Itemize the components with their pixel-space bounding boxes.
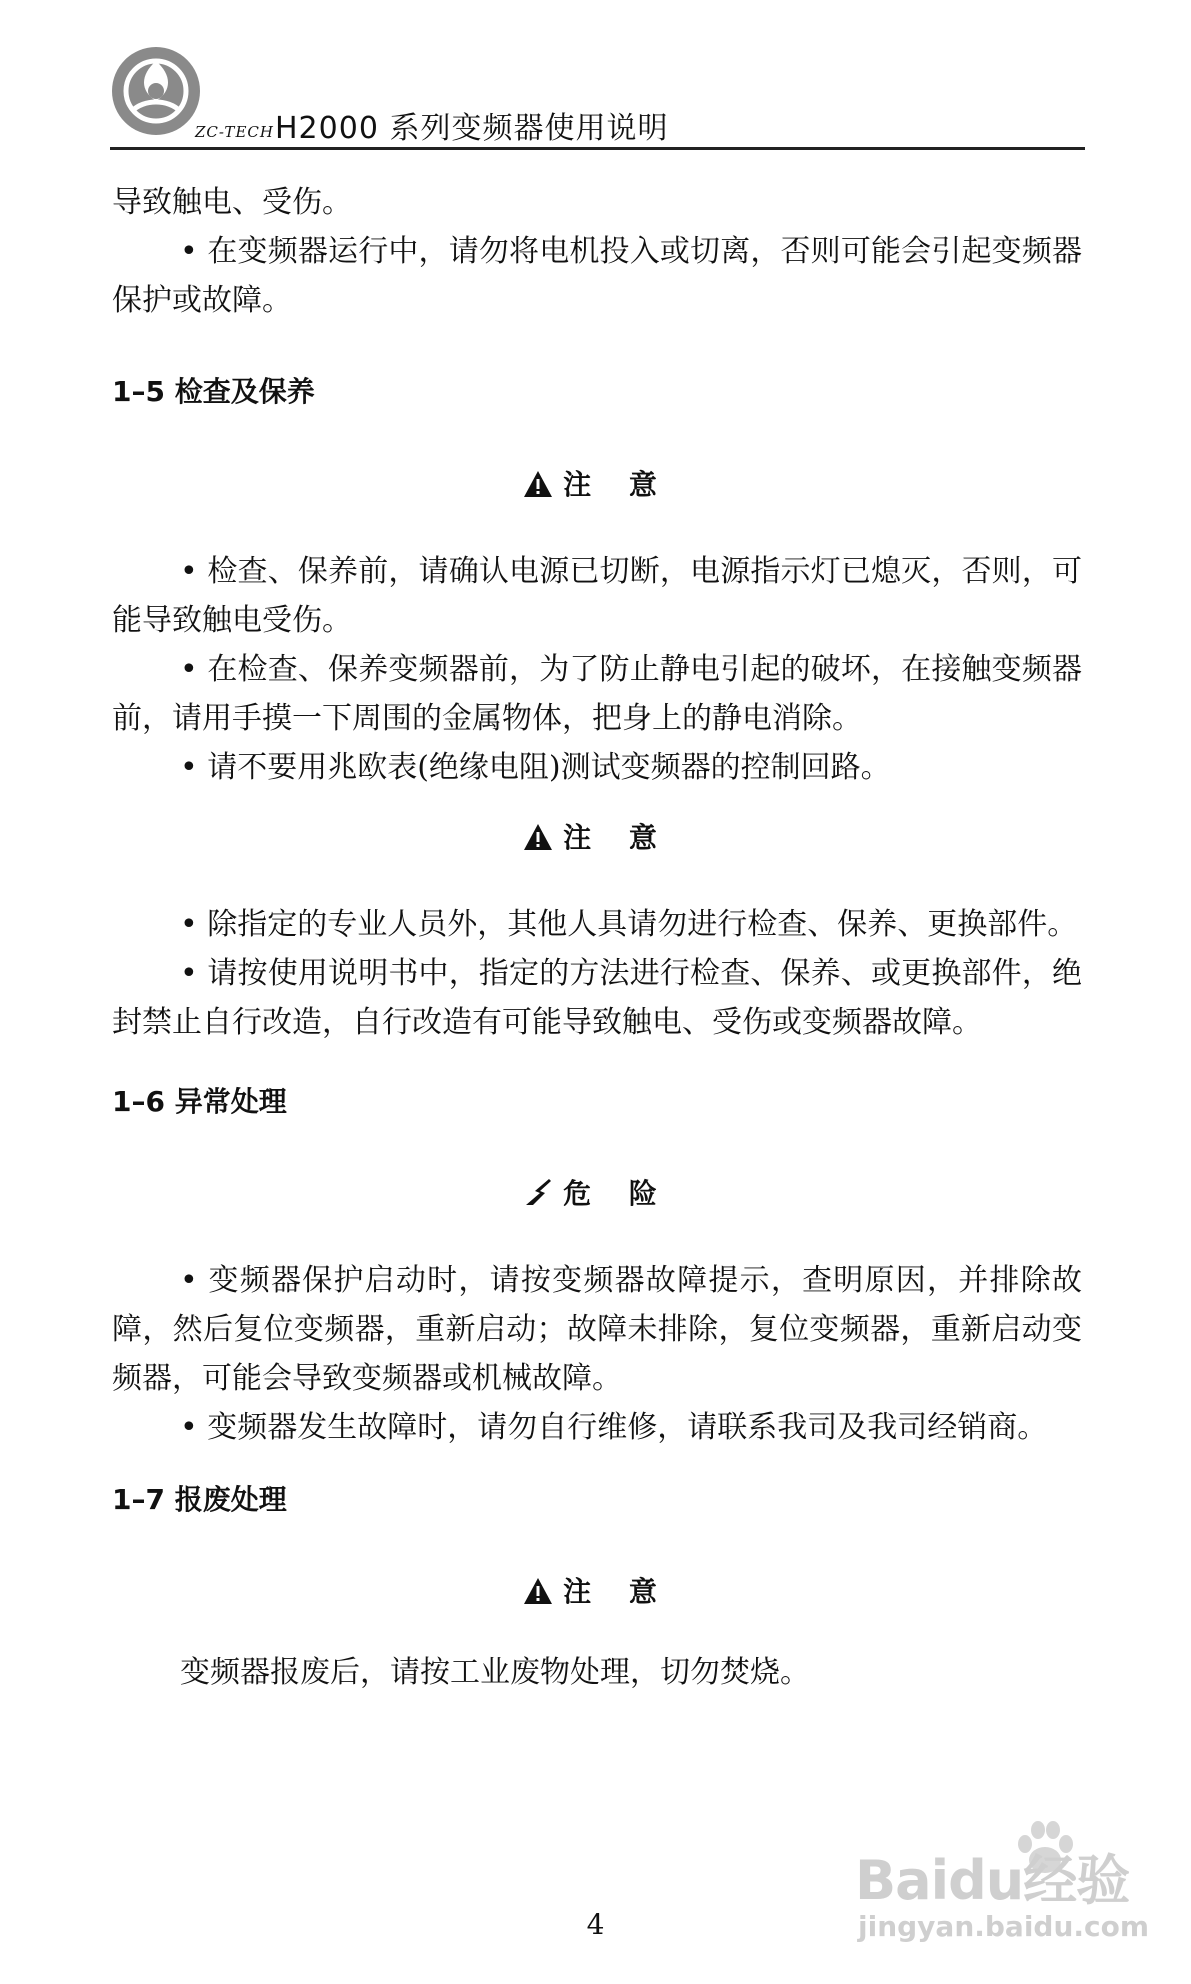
notice-heading [112,816,1082,856]
warning-triangle-icon [523,1577,553,1605]
lightning-bolt-icon [523,1177,553,1207]
paragraph: • 请按使用说明书中，指定的方法进行检查、保养、或更换部件，绝封禁止自行改造，自行改造有可能导致触电、受伤或变频器故障。 [112,956,1082,1040]
page-content [112,178,1082,1697]
paragraph: • 变频器保护启动时，请按变频器故障提示，查明原因，并排除故障，然后复位变频器，重新启动；故障未排除，复位变频器，重新启动变频器，可能会导致变频器或机械故障。 [112,1263,1082,1396]
company-logo-icon [110,45,202,137]
danger-heading [112,1172,1082,1212]
brand-name: ZC-TECH [195,123,274,141]
paragraph: • 变频器发生故障时，请勿自行维修，请联系我司及我司经销商。 [180,1410,1048,1445]
notice-label: 注 意 [563,821,671,854]
warning-triangle-icon [523,470,553,498]
watermark-url: jingyan.baidu.com [858,1910,1150,1943]
paragraph: • 在检查、保养变频器前，为了防止静电引起的破坏，在接触变频器前，请用手摸一下周围的金属物体，把身上的静电消除。 [112,652,1082,736]
paragraph: • 在变频器运行中，请勿将电机投入或切离，否则可能会引起变频器保护或故障。 [112,234,1082,318]
notice-heading [112,463,1082,503]
paragraph: • 请不要用兆欧表(绝缘电阻)测试变频器的控制回路。 [180,750,891,785]
paragraph: 导致触电、受伤。 [112,185,352,220]
notice-label: 注 意 [563,468,671,501]
page-header [110,45,1085,150]
page-number: 4 [586,1908,605,1941]
notice-heading [112,1570,1082,1610]
watermark-logo-text: Baidu经验 [855,1849,1130,1912]
section-heading: 1–7 报废处理 [112,1483,287,1516]
danger-label: 危 险 [563,1177,671,1210]
section-heading: 1–6 异常处理 [112,1085,287,1118]
paragraph: 变频器报废后，请按工业废物处理，切勿焚烧。 [180,1655,810,1690]
notice-label: 注 意 [563,1575,671,1608]
baidu-watermark [840,1818,1150,1958]
paragraph: • 检查、保养前，请确认电源已切断，电源指示灯已熄灭，否则，可能导致触电受伤。 [112,554,1082,638]
header-rule [110,147,1085,150]
warning-triangle-icon [523,823,553,851]
section-heading: 1–5 检查及保养 [112,375,315,408]
paragraph: • 除指定的专业人员外，其他人具请勿进行检查、保养、更换部件。 [180,907,1078,942]
document-title: H2000 系列变频器使用说明 [275,111,669,146]
